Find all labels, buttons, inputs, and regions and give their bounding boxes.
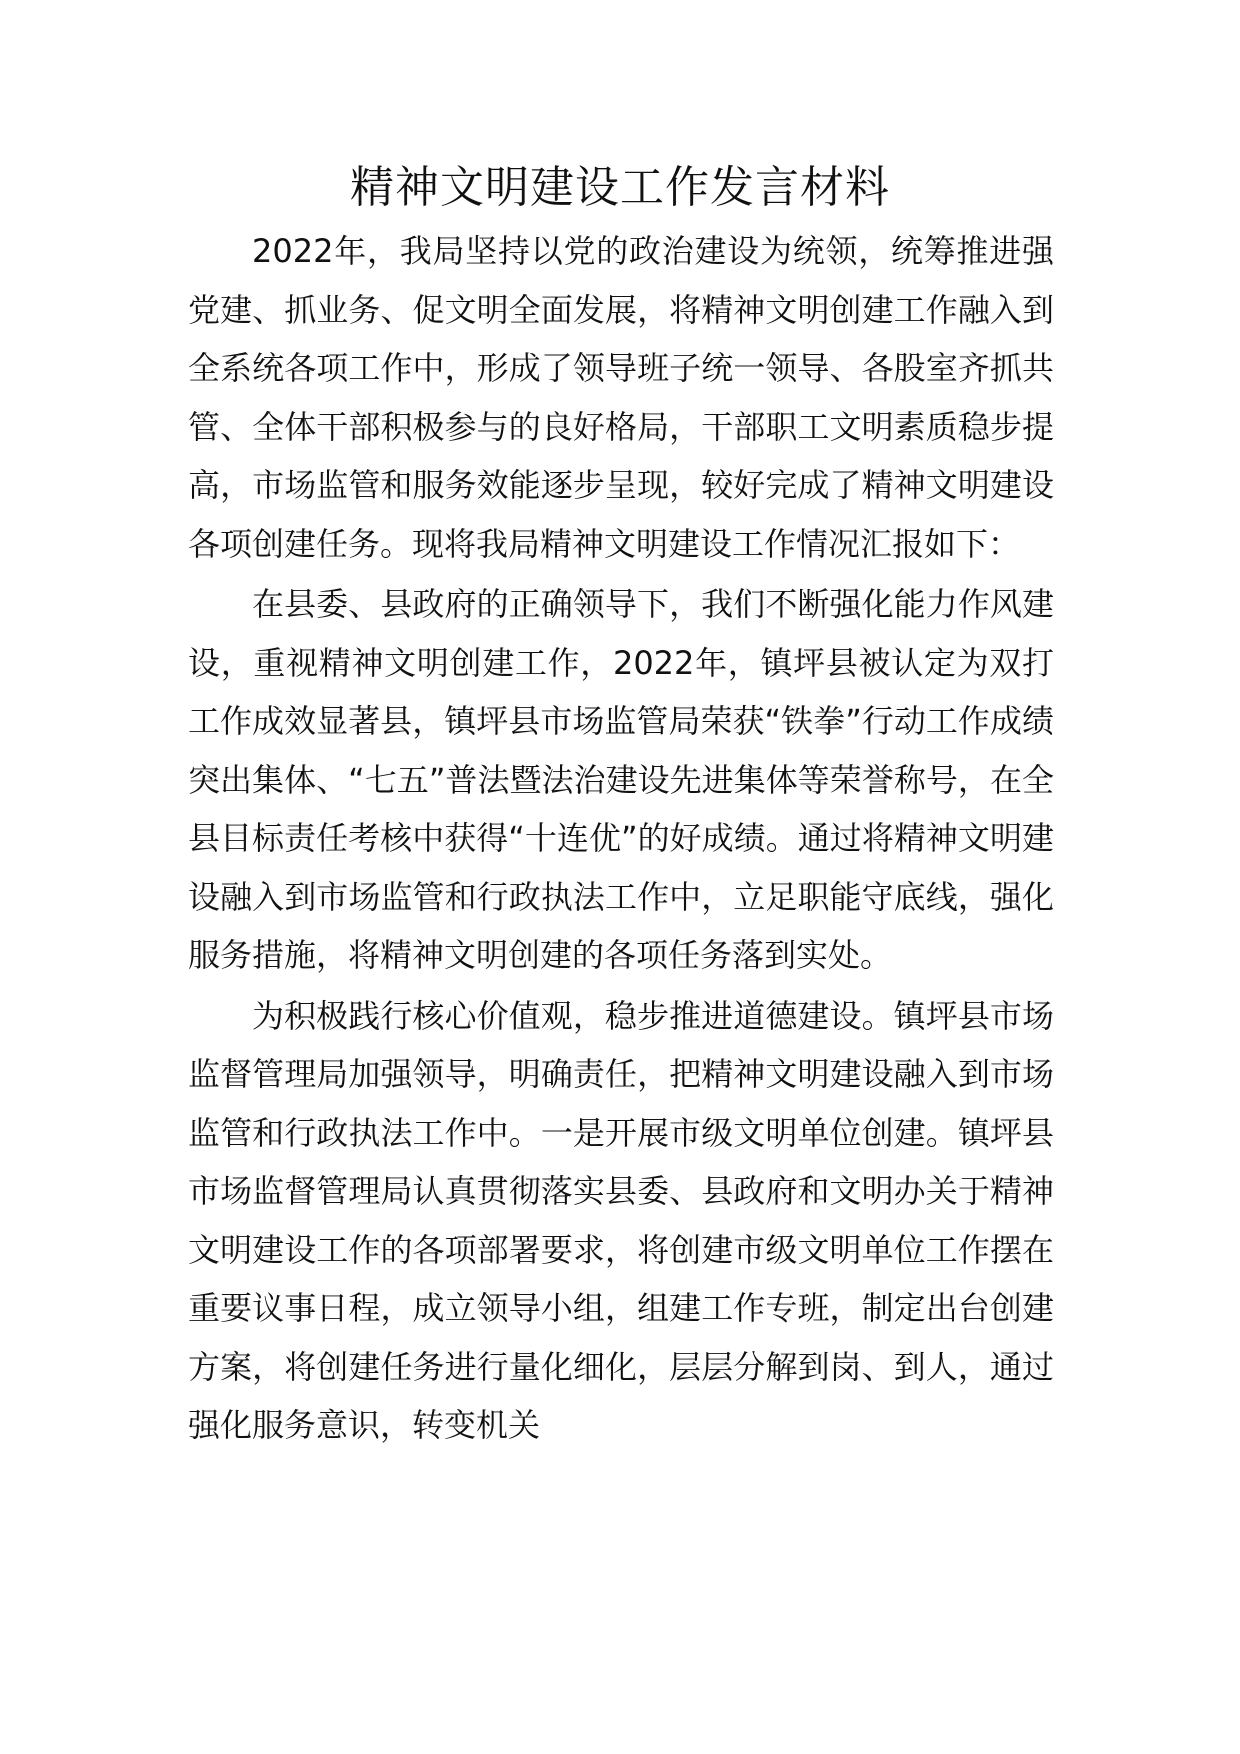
paragraph-2: 在县委、县政府的正确领导下，我们不断强化能力作风建设，重视精神文明创建工作，2022年，镇坪县被认定为双打工作成效显著县，镇坪县市场监管局荣获“铁拳”行动工作成绩突出集体、“七五”普法暨法治建设先进集体等荣誉称号，在全县目标责任考核中获得“十连优”的好成绩。通过将精神文明建设融入到市场监管和行政执法工作中，立足职能守底线，强化服务措施，将精神文明创建的各项任务落到实处。	[188, 585, 1054, 974]
document-body	[188, 222, 1054, 1455]
paragraph-1: 2022年，我局坚持以党的政治建设为统领，统筹推进强党建、抓业务、促文明全面发展，将精神文明创建工作融入到全系统各项工作中，形成了领导班子统一领导、各股室齐抓共管、全体干部积极参与的良好格局，干部职工文明素质稳步提高，市场监管和服务效能逐步呈现，较好完成了精神文明建设各项创建任务。现将我局精神文明建设工作情况汇报如下：	[188, 232, 1054, 563]
document-title: 精神文明建设工作发言材料	[350, 162, 890, 213]
paragraph-3: 为积极践行核心价值观，稳步推进道德建设。镇坪县市场监督管理局加强领导，明确责任，把精神文明建设融入到市场监管和行政执法工作中。一是开展市级文明单位创建。镇坪县市场监督管理局认真贯彻落实县委、县政府和文明办关于精神文明建设工作的各项部署要求，将创建市级文明单位工作摆在重要议事日程，成立领导小组，组建工作专班，制定出台创建方案，将创建任务进行量化细化，层层分解到岗、到人，通过强化服务意识，转变机关	[188, 996, 1054, 1444]
